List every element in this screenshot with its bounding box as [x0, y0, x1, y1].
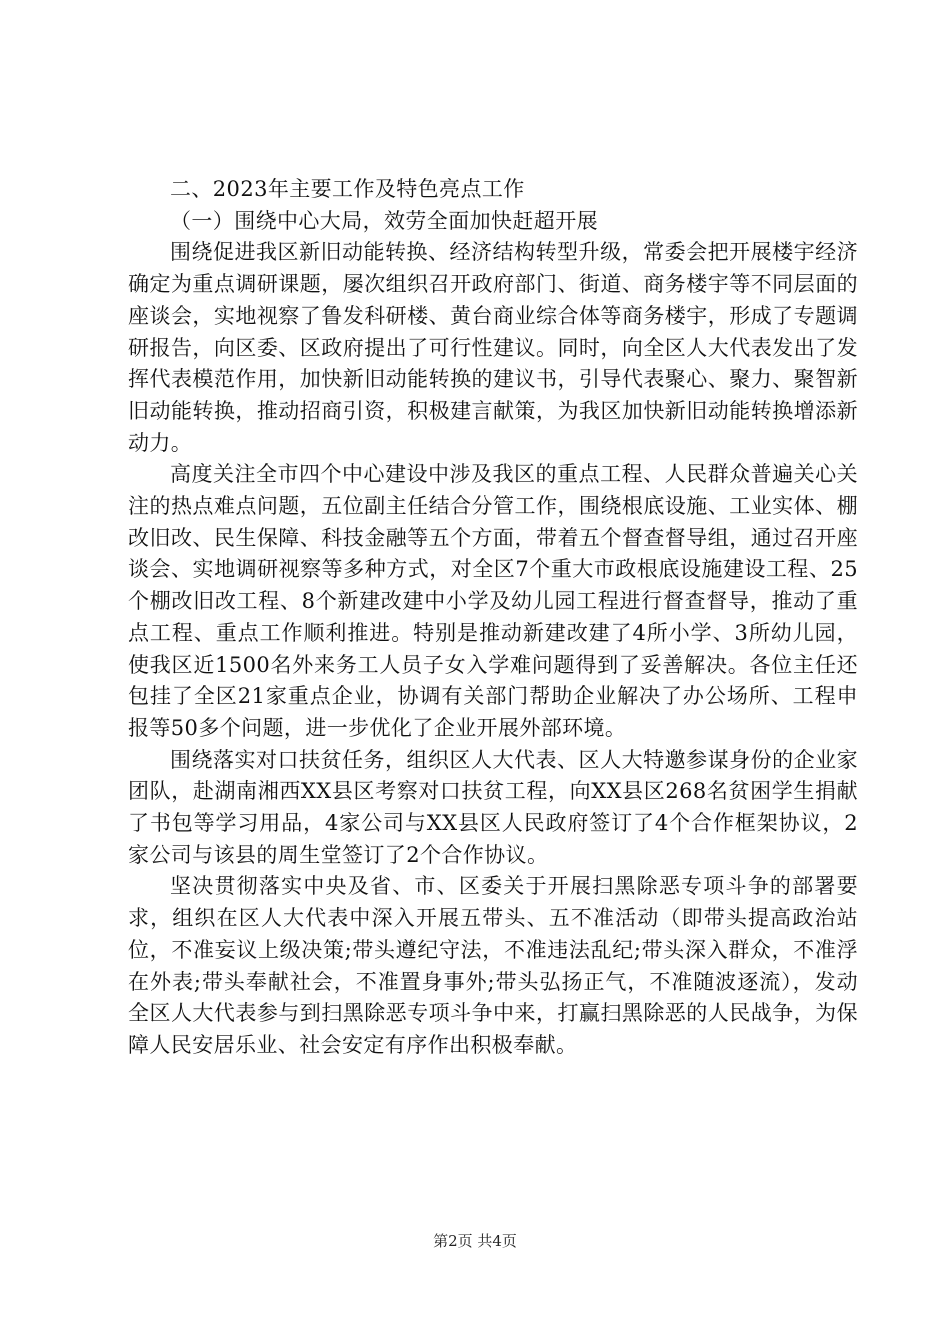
section-heading: 二、2023年主要工作及特色亮点工作: [170, 177, 525, 201]
body-paragraph-2: 高度关注全市四个中心建设中涉及我区的重点工程、人民群众普遍关心关注的热点难点问题，五位副主任结合分管工作，围绕根底设施、工业实体、棚改旧改、民生保障、科技金融等五个方面，带着五个督查督导组，通过召开座谈会、实地调研视察等多种方式，对全区7个重大市政根底设施建设工程、25个棚改旧改工程、8个新建改建中小学及幼儿园工程进行督查督导，推动了重点工程、重点工作顺利推进。特别是推动新建改建了4所小学、3所幼儿园，使我区近1500名外来务工人员子女入学难问题得到了妥善解决。各位主任还包挂了全区21家重点企业，协调有关部门帮助企业解决了办公场所、工程申报等50多个问题，进一步优化了企业开展外部环境。: [128, 462, 858, 740]
document-body: [128, 174, 858, 1062]
body-paragraph-1: 围绕促进我区新旧动能转换、经济结构转型升级，常委会把开展楼宇经济确定为重点调研课题，屡次组织召开政府部门、街道、商务楼宇等不同层面的座谈会，实地视察了鲁发科研楼、黄台商业综合体等商务楼宇，形成了专题调研报告，向区委、区政府提出了可行性建议。同时，向全区人大代表发出了发挥代表模范作用，加快新旧动能转换的建议书，引导代表聚心、聚力、聚智新旧动能转换，推动招商引资，积极建言献策，为我区加快新旧动能转换增添新动力。: [128, 240, 858, 455]
page-number-footer: 第2页 共4页: [433, 1232, 517, 1250]
body-paragraph-4: 坚决贯彻落实中央及省、市、区委关于开展扫黑除恶专项斗争的部署要求，组织在区人大代表中深入开展五带头、五不准活动（即带头提高政治站位，不准妄议上级决策;带头遵纪守法，不准违法乱纪;带头深入群众，不准浮在外表;带头奉献社会，不准置身事外;带头弘扬正气，不准随波逐流），发动全区人大代表参与到扫黑除恶专项斗争中来，打赢扫黑除恶的人民战争，为保障人民安居乐业、社会安定有序作出积极奉献。: [128, 874, 858, 1057]
body-paragraph-3: 围绕落实对口扶贫任务，组织区人大代表、区人大特邀参谋身份的企业家团队，赴湖南湘西XX县区考察对口扶贫工程，向XX县区268名贫困学生捐献了书包等学习用品，4家公司与XX县区人民政府签订了4个合作框架协议，2家公司与该县的周生堂签订了2个合作协议。: [128, 747, 858, 867]
subsection-heading: （一）围绕中心大局，效劳全面加快赶超开展: [170, 208, 598, 233]
